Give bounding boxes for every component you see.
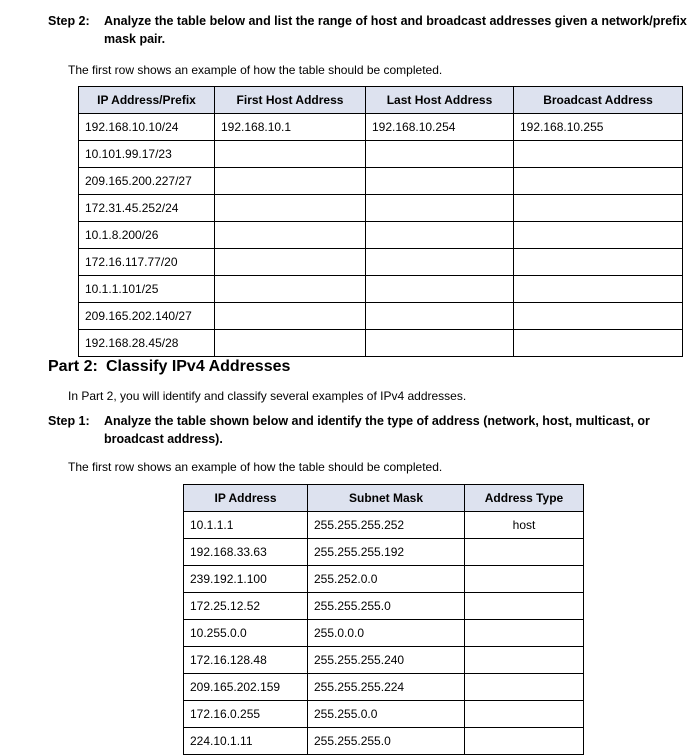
table-cell[interactable]: 172.16.117.77/20 <box>79 249 215 276</box>
table-cell[interactable] <box>215 303 366 330</box>
part2-title: Classify IPv4 Addresses <box>106 358 291 375</box>
table-cell[interactable]: 172.25.12.52 <box>184 593 308 620</box>
table-cell[interactable] <box>215 168 366 195</box>
table-cell[interactable] <box>465 674 584 701</box>
table-row <box>79 222 683 249</box>
table1-body <box>79 114 683 357</box>
table-cell[interactable] <box>215 222 366 249</box>
table-cell[interactable]: 10.101.99.17/23 <box>79 141 215 168</box>
table2-body <box>184 512 584 755</box>
table2-header-cell: Subnet Mask <box>308 485 465 512</box>
table-row <box>184 701 584 728</box>
table2-container <box>183 484 583 755</box>
table-cell[interactable]: 209.165.200.227/27 <box>79 168 215 195</box>
table-row <box>79 141 683 168</box>
step1-label: Step 1: <box>48 414 90 428</box>
table-cell[interactable] <box>366 141 514 168</box>
table-cell[interactable]: 255.255.255.192 <box>308 539 465 566</box>
table-row <box>79 195 683 222</box>
table-cell[interactable]: 255.255.255.224 <box>308 674 465 701</box>
step2-heading <box>48 12 688 48</box>
step1-heading <box>48 412 688 448</box>
table-cell[interactable]: 172.16.128.48 <box>184 647 308 674</box>
table1-container <box>78 86 682 357</box>
table-cell[interactable] <box>514 249 683 276</box>
table-cell[interactable]: 10.1.1.1 <box>184 512 308 539</box>
table-cell[interactable]: host <box>465 512 584 539</box>
table2-header-cell: IP Address <box>184 485 308 512</box>
table-cell[interactable] <box>465 566 584 593</box>
table-row <box>79 249 683 276</box>
table-cell[interactable]: 255.255.255.0 <box>308 593 465 620</box>
table-cell[interactable] <box>366 249 514 276</box>
table-cell[interactable] <box>514 222 683 249</box>
table-cell[interactable]: 239.192.1.100 <box>184 566 308 593</box>
table-cell[interactable]: 10.255.0.0 <box>184 620 308 647</box>
table-cell[interactable] <box>465 647 584 674</box>
table-cell[interactable] <box>366 222 514 249</box>
table-cell[interactable] <box>514 303 683 330</box>
table-cell[interactable]: 192.168.33.63 <box>184 539 308 566</box>
table-cell[interactable]: 209.165.202.159 <box>184 674 308 701</box>
table1-header-row <box>79 87 683 114</box>
table-row <box>184 728 584 755</box>
table-row <box>79 168 683 195</box>
table-cell[interactable]: 172.16.0.255 <box>184 701 308 728</box>
table-row <box>79 303 683 330</box>
table1-header-cell: IP Address/Prefix <box>79 87 215 114</box>
table-cell[interactable]: 255.255.255.252 <box>308 512 465 539</box>
table-cell[interactable]: 192.168.10.255 <box>514 114 683 141</box>
part2-intro-text: In Part 2, you will identify and classify several examples of IPv4 addresses. <box>68 389 467 403</box>
table-row <box>184 566 584 593</box>
table2-header-row <box>184 485 584 512</box>
table-cell[interactable]: 172.31.45.252/24 <box>79 195 215 222</box>
table-cell[interactable]: 10.1.8.200/26 <box>79 222 215 249</box>
part2-label: Part 2: <box>48 358 98 375</box>
table-cell[interactable] <box>366 195 514 222</box>
address-classification-table <box>183 484 584 755</box>
table-cell[interactable] <box>366 276 514 303</box>
table-cell[interactable] <box>465 701 584 728</box>
table2-header-cell: Address Type <box>465 485 584 512</box>
table-row <box>79 114 683 141</box>
step2-label: Step 2: <box>48 14 90 28</box>
table-cell[interactable]: 209.165.202.140/27 <box>79 303 215 330</box>
host-broadcast-range-table <box>78 86 683 357</box>
step2-text: Analyze the table below and list the range of host and broadcast addresses given a network/prefix mask pair. <box>104 14 687 47</box>
table-cell[interactable] <box>514 195 683 222</box>
table-cell[interactable]: 255.252.0.0 <box>308 566 465 593</box>
table-cell[interactable] <box>366 330 514 357</box>
table-row <box>184 647 584 674</box>
table-row <box>184 539 584 566</box>
table-cell[interactable] <box>215 330 366 357</box>
table-row <box>184 674 584 701</box>
table1-intro-text: The first row shows an example of how the table should be completed. <box>68 63 443 77</box>
table-cell[interactable] <box>514 168 683 195</box>
table2-intro-text: The first row shows an example of how the table should be completed. <box>68 460 443 474</box>
table-row <box>184 512 584 539</box>
step1-text: Analyze the table shown below and identify the type of address (network, host, multicast, or broadcast address). <box>104 414 650 447</box>
table-cell[interactable] <box>215 141 366 168</box>
table-cell[interactable] <box>465 593 584 620</box>
table1-header-cell: Broadcast Address <box>514 87 683 114</box>
table-row <box>184 593 584 620</box>
table-cell[interactable] <box>465 728 584 755</box>
table-cell[interactable] <box>215 195 366 222</box>
table-cell[interactable]: 192.168.28.45/28 <box>79 330 215 357</box>
table-row <box>79 276 683 303</box>
table-cell[interactable]: 192.168.10.10/24 <box>79 114 215 141</box>
table-cell[interactable] <box>514 141 683 168</box>
table-cell[interactable] <box>465 620 584 647</box>
table-cell[interactable]: 224.10.1.11 <box>184 728 308 755</box>
table-cell[interactable]: 255.255.255.0 <box>308 728 465 755</box>
table-cell[interactable]: 192.168.10.254 <box>366 114 514 141</box>
table-cell[interactable]: 255.255.0.0 <box>308 701 465 728</box>
table-cell[interactable]: 255.0.0.0 <box>308 620 465 647</box>
table1-header-cell: Last Host Address <box>366 87 514 114</box>
table-cell[interactable] <box>366 168 514 195</box>
table-cell[interactable] <box>514 276 683 303</box>
table1-header-cell: First Host Address <box>215 87 366 114</box>
table-cell[interactable] <box>366 303 514 330</box>
part2-heading <box>48 356 688 378</box>
table-cell[interactable] <box>465 539 584 566</box>
table-cell[interactable] <box>215 276 366 303</box>
table-cell[interactable]: 255.255.255.240 <box>308 647 465 674</box>
table-cell[interactable] <box>215 249 366 276</box>
table-cell[interactable] <box>514 330 683 357</box>
table-cell[interactable]: 192.168.10.1 <box>215 114 366 141</box>
table-row <box>184 620 584 647</box>
table-row <box>79 330 683 357</box>
table-cell[interactable]: 10.1.1.101/25 <box>79 276 215 303</box>
